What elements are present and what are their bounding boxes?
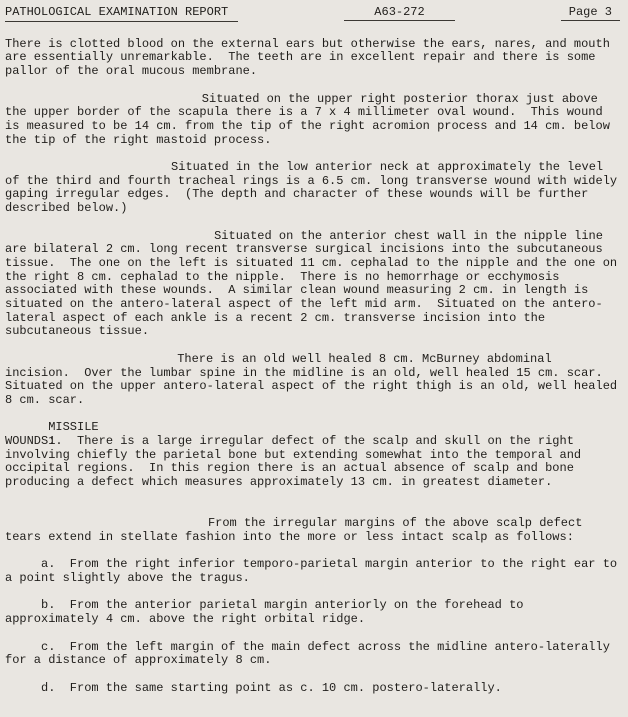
paragraph-posterior-thorax-wound: Situated on the upper right posterior thorax just above the upper border of the scapula there is a 7 x 4 millimeter oval wound. This wound is measured to be 14 cm. from the tip of the right acromion process and 14 cm. below the tip of the right mastoid process. (5, 91, 618, 147)
missile-wounds-item-1: 1. There is a large irregular defect of the scalp and skull on the right involving chiefly the parietal bone but extending somewhat into the temporal and occipital regions. In this region there is an actual absence of scalp and bone producing a defect which measures approximately 13 cm. in greatest diameter. (5, 434, 589, 490)
paragraph-old-scars: There is an old well healed 8 cm. McBurney abdominal incision. Over the lumbar spine in the midline is an old, well healed 15 cm. scar. Situated on the upper antero-lateral aspect of the right thigh is an old, well healed 8 cm. scar. (5, 351, 625, 407)
tear-item-b: b. From the anterior parietal margin anteriorly on the forehead to approximately 4 cm. above the right orbital ridge. (5, 598, 531, 627)
paragraph-ears-mouth: There is clotted blood on the external ears but otherwise the ears, nares, and mouth are essentially unremarkable. The teeth are in excellent repair and there is some pallor of the oral mucous membrane. (5, 36, 618, 79)
paragraph-scalp-tears-intro: From the irregular margins of the above scalp defect tears extend in stellate fashion into the more or less intact scalp as follows: (5, 516, 590, 544)
tear-item-c: c. From the left margin of the main defect across the midline antero-laterally for a distance of approximately 8 cm. (5, 639, 618, 668)
tear-item-d: d. From the same starting point as c. 10 cm. postero-laterally. (41, 680, 502, 695)
paragraph-chest-incisions: Situated on the anterior chest wall in the nipple line are bilateral 2 cm. long recent transverse surgical incisions into the subcutaneous tissue. The one on the left is situated 11 cm. cephalad to the nipple and the one on the right 8 cm. cephalad to the nipple. There is no hemorrhage or ecchymosis associated with these wounds. A similar clean wound measuring 2 cm. in length is situated on the antero-lateral aspect of the left mid arm. Situated on the antero-lateral aspect of each ankle is a recent 2 cm. transverse incision into the subcutaneous tissue. (5, 228, 625, 339)
missile-wounds-section (5, 421, 620, 503)
paragraph-anterior-neck-wound: Situated in the low anterior neck at approximately the level of the third and fourth tracheal rings is a 6.5 cm. long transverse wound with widely gaping irregular edges. (The depth and character of these wounds will be further described below.) (5, 160, 625, 216)
tear-item-a: a. From the right inferior temporo-parietal margin anterior to the right ear to a point slightly above the tragus. (5, 557, 625, 586)
missile-wounds-heading: MISSILE WOUNDS: (5, 420, 106, 449)
document-header (5, 6, 620, 22)
report-body (5, 36, 625, 696)
case-number: A63-272 (344, 6, 454, 21)
page-number: Page 3 (561, 6, 620, 21)
document-title: PATHOLOGICAL EXAMINATION REPORT (5, 6, 238, 22)
